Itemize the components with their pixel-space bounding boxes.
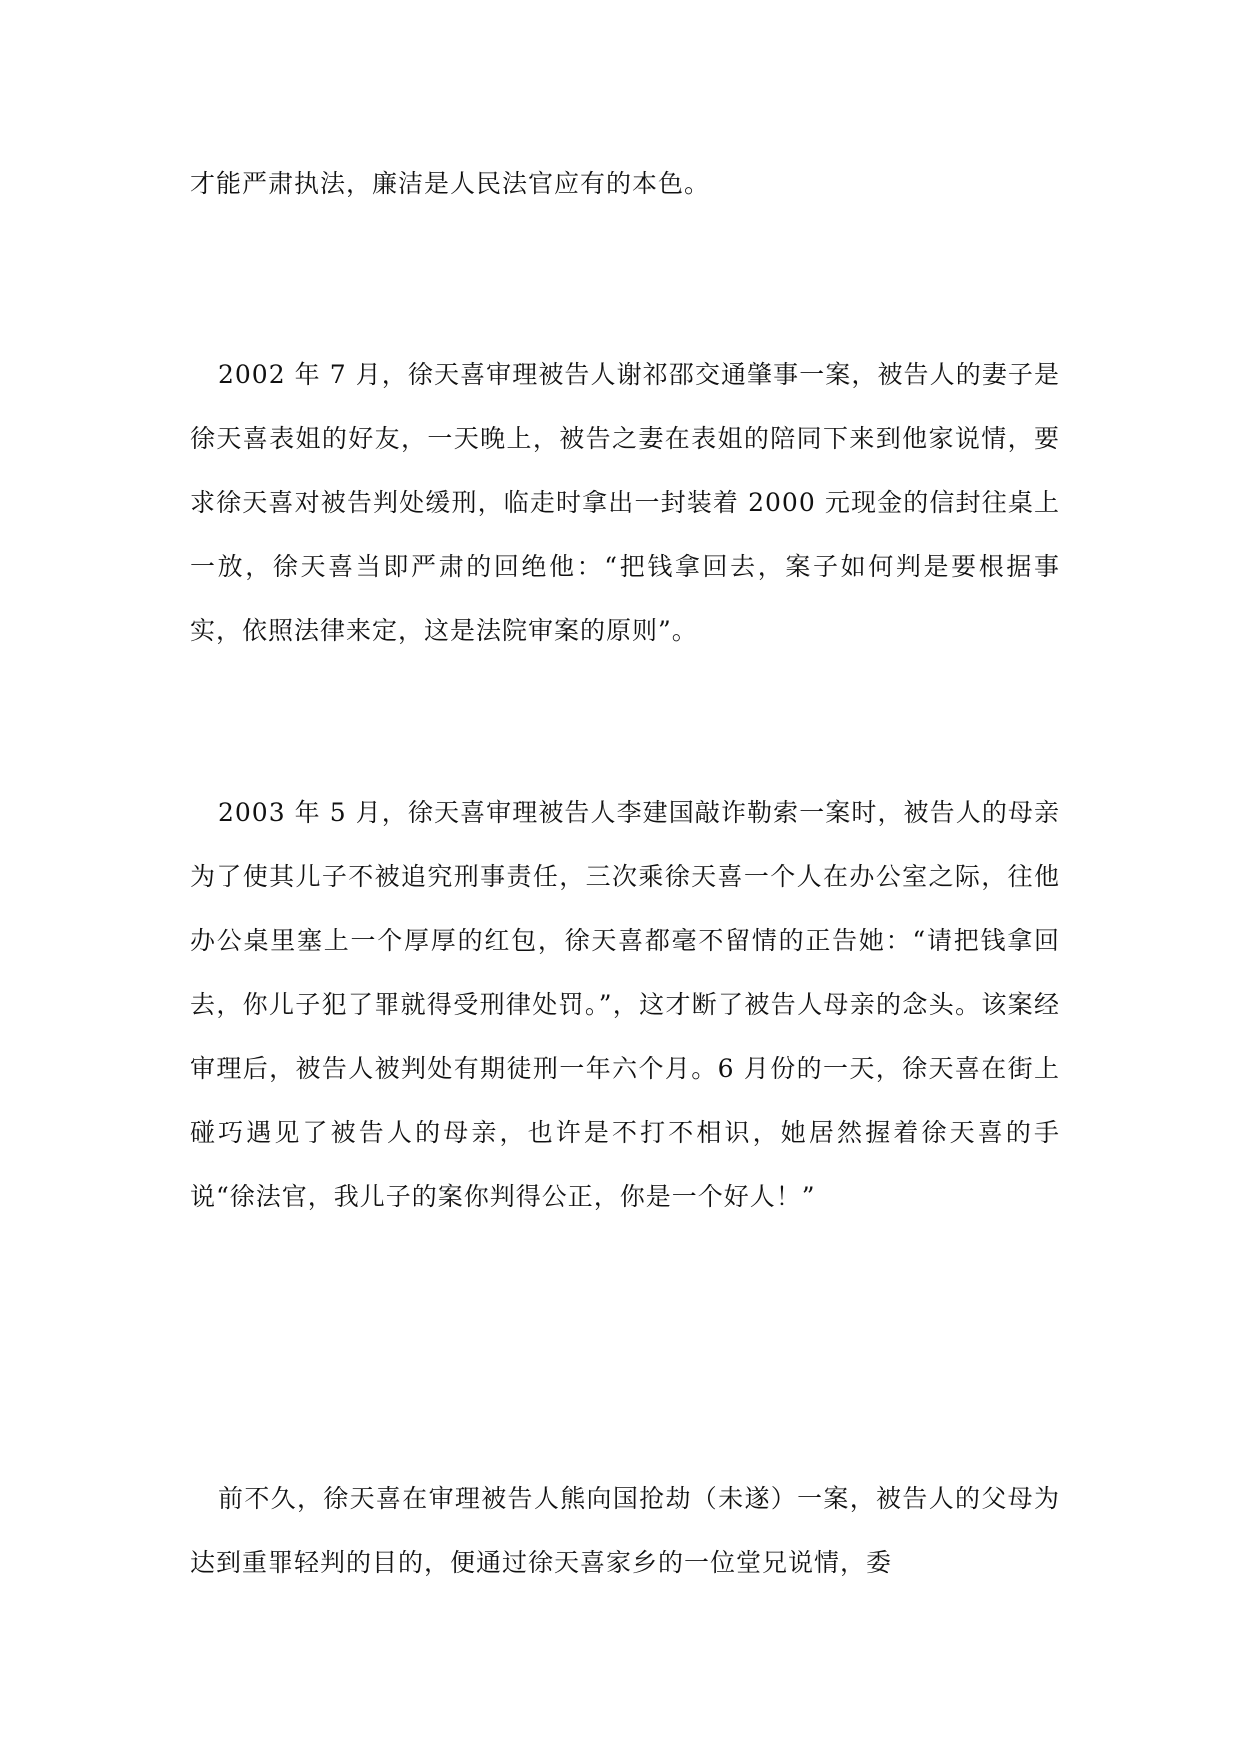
- paragraph-1: 才能严肃执法，廉洁是人民法官应有的本色。: [190, 169, 711, 198]
- paragraph-3: 2003 年 5 月，徐天喜审理被告人李建国敲诈勒索一案时，被告人的母亲为了使其儿子不被追究刑事责任，三次乘徐天喜一个人在办公室之际，往他办公桌里塞上一个厚厚的红包，徐天喜都毫不留情的正告她：“请把钱拿回去，你儿子犯了罪就得受刑律处罚。”，这才断了被告人母亲的念头。该案经审理后，被告人被判处有期徒刑一年六个月。6 月份的一天，徐天喜在街上碰巧遇见了被告人的母亲，也许是不打不相识，她居然握着徐天喜的手说“徐法官，我儿子的案你判得公正，你是一个好人！”: [190, 798, 1060, 1211]
- paragraph-2: 2002 年 7 月，徐天喜审理被告人谢祁邵交通肇事一案，被告人的妻子是徐天喜表姐的好友，一天晚上，被告之妻在表姐的陪同下来到他家说情，要求徐天喜对被告判处缓刑，临走时拿出一封装着 2000 元现金的信封往桌上一放，徐天喜当即严肃的回绝他：“把钱拿回去，案子如何判是要根据事实，依照法律来定，这是法院审案的原则”。: [190, 360, 1060, 645]
- paragraph-4: 前不久，徐天喜在审理被告人熊向国抢劫（未遂）一案，被告人的父母为达到重罪轻判的目的，便通过徐天喜家乡的一位堂兄说情，委: [190, 1484, 1060, 1577]
